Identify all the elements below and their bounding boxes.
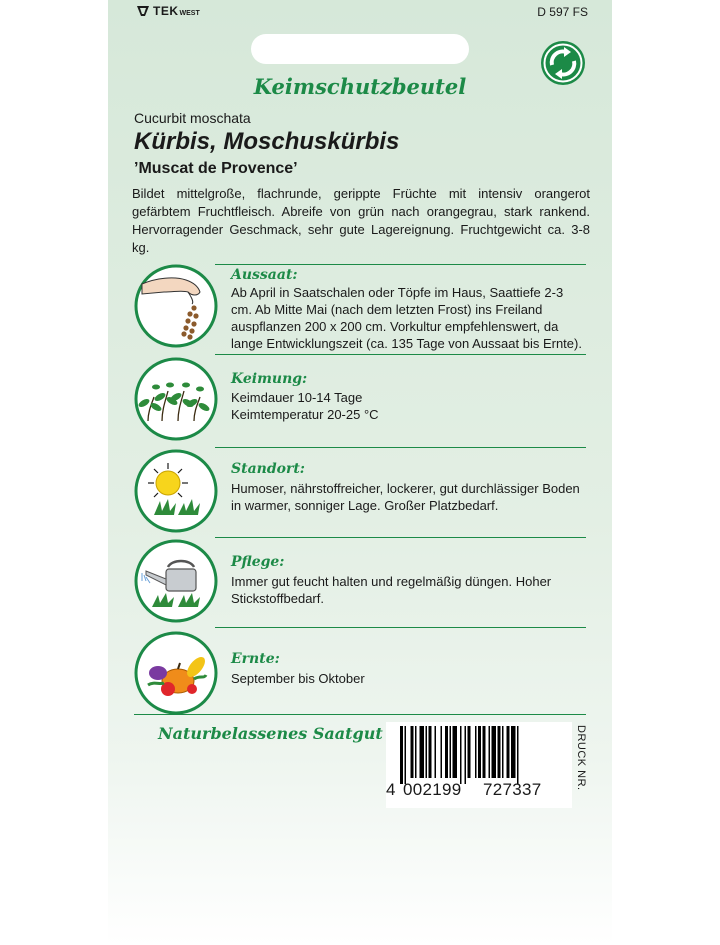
latin-name: Cucurbit moschata <box>134 110 251 126</box>
step-text-pflege: Immer gut feucht halten und regelmäßig düngen. Hoher Stickstoffbedarf. <box>231 574 552 606</box>
step-title-pflege: Pflege: <box>231 554 285 570</box>
seedlings-icon <box>134 357 218 441</box>
variety-name: ’Muscat de Provence’ <box>134 160 298 177</box>
barcode-digits-left: 002199 <box>403 780 462 799</box>
step-text-standort: Humoser, nährstoffreicher, lockerer, gut durchlässiger Boden in warmer, sonniger Lage. Großer Platzbedarf. <box>231 481 580 513</box>
step-title-aussaat: Aussaat: <box>231 267 298 283</box>
watering-can-icon <box>134 539 218 623</box>
step-text-ernte: September bis Oktober <box>231 671 365 686</box>
divider <box>215 627 586 628</box>
step-title-keimung: Keimung: <box>231 371 308 387</box>
divider <box>215 447 586 448</box>
tek-logo-icon <box>136 4 150 18</box>
tekwest-logo <box>136 4 200 18</box>
druck-nr-label: DRUCK NR. <box>575 725 587 791</box>
hand-sowing-seeds-icon <box>134 264 218 348</box>
brand-name: TEK <box>153 4 179 18</box>
barcode <box>386 722 572 808</box>
divider <box>215 537 586 538</box>
footer-tagline: Naturbelassenes Saatgut <box>158 724 383 743</box>
divider <box>215 264 586 265</box>
step-text-aussaat: Ab April in Saatschalen oder Töpfe im Haus, Saattiefe 2-3 cm. Ab Mitte Mai (nach dem letzten Frost) ins Freiland auspflanzen 200 x 200 cm. Vorkultur empfehlenswert, da lange Entwicklungszeit (ca. 135 Tage von Aussaat bis Ernte). <box>231 285 582 351</box>
barcode-digits-right: 727337 <box>483 780 542 799</box>
brand-sub: WEST <box>179 9 200 17</box>
step-title-standort: Standort: <box>231 461 305 477</box>
harvest-vegetables-icon <box>134 631 218 715</box>
step-text-keimung: Keimdauer 10-14 Tage Keimtemperatur 20-25 °C <box>231 390 379 422</box>
barcode-digit-first: 4 <box>386 780 396 799</box>
product-name: Kürbis, Moschuskürbis <box>134 128 400 155</box>
divider <box>134 714 586 715</box>
divider <box>215 354 586 355</box>
step-title-ernte: Ernte: <box>231 651 280 667</box>
packet-type-title: Keimschutzbeutel <box>253 74 467 99</box>
label-field <box>251 34 469 64</box>
product-description: Bildet mittelgroße, flachrunde, gerippte Früchte mit intensiv orangerot gefärbtem Fruchtfleisch. Abreife von grün nach orangegrau, stark rankend. Hervorragender Geschmack, sehr gute Lagereignung. Fruchtgewicht ca. 3-8 kg. <box>132 186 590 255</box>
sun-with-plants-icon <box>134 449 218 533</box>
product-code: D 597 FS <box>537 5 588 19</box>
